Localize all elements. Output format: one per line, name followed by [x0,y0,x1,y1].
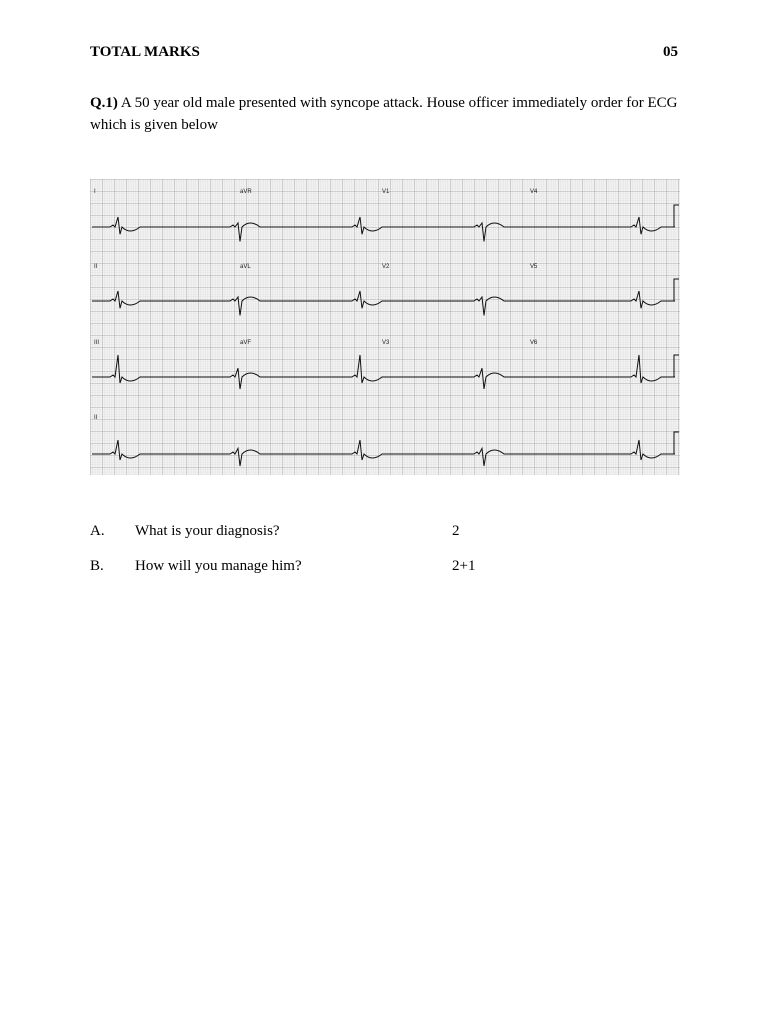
lead-label: V6 [530,340,538,346]
ecg-image [90,179,680,475]
ecg-tracing [90,179,680,475]
lead-label: II [94,264,98,270]
lead-label: V2 [382,264,390,270]
total-marks-label: TOTAL MARKS [90,44,200,60]
item-text: How will you manage him? [135,558,302,574]
ecg-grid [90,179,680,475]
lead-label: III [94,340,100,346]
question-item-a [90,523,690,543]
item-letter: B. [90,558,104,574]
lead-label: V4 [530,189,538,195]
lead-label: V3 [382,340,390,346]
lead-label: V1 [382,189,390,195]
item-letter: A. [90,523,105,539]
lead-label: I [94,189,96,195]
question-body: A 50 year old male presented with syncope attack. House officer immediately order for ECG which is given below [90,95,678,133]
page-header [90,44,678,64]
item-marks: 2+1 [452,558,476,574]
lead-label: V5 [530,264,538,270]
lead-label: aVR [240,189,252,195]
lead-label: II [94,415,98,421]
question-item-b [90,558,690,578]
lead-label: aVF [240,340,252,346]
question-number: Q.1) [90,95,118,111]
item-marks: 2 [452,523,460,539]
question-text [90,92,680,136]
total-marks-value: 05 [663,44,678,60]
lead-label: aVL [240,264,251,270]
item-text: What is your diagnosis? [135,523,280,539]
